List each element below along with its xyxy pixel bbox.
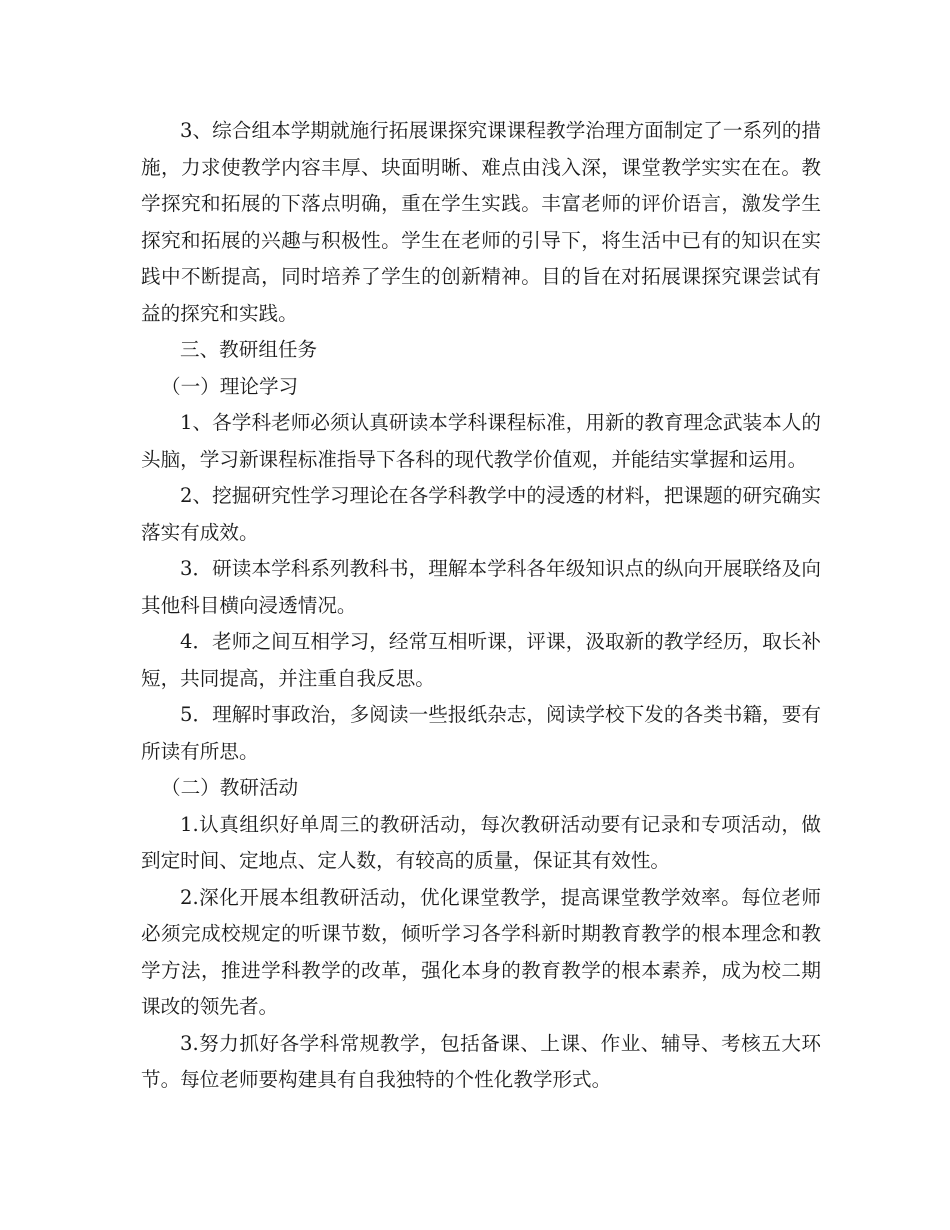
paragraph-theory-item-1: 1、各学科老师必须认真研读本学科课程标准，用新的教育理念武装本人的头脑，学习新课程标准指导下各科的现代教学价值观，并能结实掌握和运用。 (141, 411, 821, 471)
subheading-research-activities: （二）教研活动 (161, 776, 299, 799)
paragraph-theory-item-5: 5．理解时事政治，多阅读一些报纸杂志，阅读学校下发的各类书籍，要有所读有所思。 (141, 703, 821, 763)
paragraph-theory-item-3: 3．研读本学科系列教科书，理解本学科各年级知识点的纵向开展联络及向其他科目横向浸透情况。 (141, 557, 821, 617)
paragraph-activity-item-3: 3.努力抓好各学科常规教学，包括备课、上课、作业、辅导、考核五大环节。每位老师要构建具有自我独特的个性化教学形式。 (141, 1031, 821, 1091)
subheading-theory-study: （一）理论学习 (161, 374, 299, 398)
paragraph-course-management: 3、综合组本学期就施行拓展课探究课课程教学治理方面制定了一系列的措施，力求使教学内容丰厚、块面明晰、难点由浅入深，课堂教学实实在在。教学探究和拓展的下落点明确，重在学生实践。丰富老师的评价语言，激发学生探究和拓展的兴趣与积极性。学生在老师的引导下，将生活中已有的知识在实践中不断提高，同时培养了学生的创新精神。目的旨在对拓展课探究课尝试有益的探究和实践。 (141, 119, 821, 325)
paragraph-activity-item-1: 1.认真组织好单周三的教研活动，每次教研活动要有记录和专项活动，做到定时间、定地点、定人数，有较高的质量，保证其有效性。 (141, 812, 821, 872)
paragraph-theory-item-4: 4．老师之间互相学习，经常互相听课，评课，汲取新的教学经历，取长补短，共同提高，并注重自我反思。 (141, 630, 821, 690)
section-heading-teaching-research-tasks: 三、教研组任务 (180, 338, 318, 361)
document-page (141, 113, 821, 1099)
paragraph-theory-item-2: 2、挖掘研究性学习理论在各学科教学中的浸透的材料，把课题的研究确实落实有成效。 (141, 484, 821, 544)
paragraph-activity-item-2: 2.深化开展本组教研活动，优化课堂教学，提高课堂教学效率。每位老师必须完成校规定的听课节数，倾听学习各学科新时期教育教学的根本理念和教学方法，推进学科教学的改革，强化本身的教育教学的根本素养，成为校二期课改的领先者。 (141, 885, 821, 1018)
